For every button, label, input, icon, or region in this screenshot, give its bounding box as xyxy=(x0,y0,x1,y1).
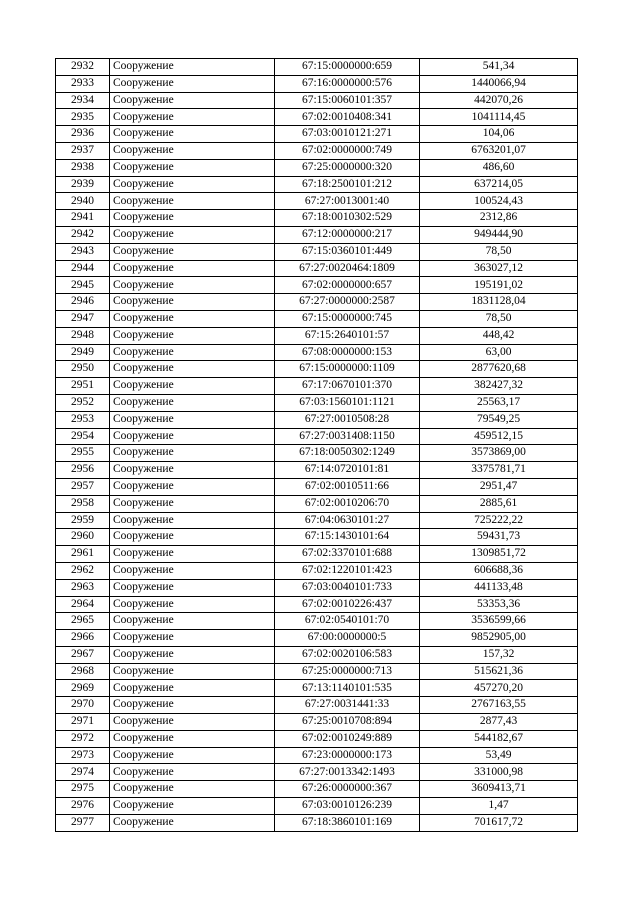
cadastral-number-cell: 67:25:0000000:320 xyxy=(275,159,420,176)
row-number-cell: 2977 xyxy=(56,814,110,831)
cadastral-number-cell: 67:27:0031441:33 xyxy=(275,697,420,714)
value-cell: 637214,05 xyxy=(420,176,578,193)
object-type-cell: Сооружение xyxy=(110,176,275,193)
object-type-cell: Сооружение xyxy=(110,546,275,563)
table-row xyxy=(56,159,578,176)
value-cell: 486,60 xyxy=(420,159,578,176)
row-number-cell: 2943 xyxy=(56,243,110,260)
value-cell: 2312,86 xyxy=(420,210,578,227)
object-type-cell: Сооружение xyxy=(110,92,275,109)
table-row xyxy=(56,176,578,193)
object-type-cell: Сооружение xyxy=(110,663,275,680)
row-number-cell: 2976 xyxy=(56,798,110,815)
cadastral-number-cell: 67:15:0060101:357 xyxy=(275,92,420,109)
object-type-cell: Сооружение xyxy=(110,798,275,815)
row-number-cell: 2959 xyxy=(56,512,110,529)
object-type-cell: Сооружение xyxy=(110,445,275,462)
cadastral-number-cell: 67:13:1140101:535 xyxy=(275,680,420,697)
row-number-cell: 2950 xyxy=(56,361,110,378)
row-number-cell: 2966 xyxy=(56,630,110,647)
value-cell: 2877620,68 xyxy=(420,361,578,378)
cadastral-number-cell: 67:02:0020106:583 xyxy=(275,646,420,663)
row-number-cell: 2936 xyxy=(56,126,110,143)
object-type-cell: Сооружение xyxy=(110,781,275,798)
row-number-cell: 2960 xyxy=(56,529,110,546)
table-row xyxy=(56,411,578,428)
value-cell: 1,47 xyxy=(420,798,578,815)
table-row xyxy=(56,680,578,697)
object-type-cell: Сооружение xyxy=(110,613,275,630)
cadastral-number-cell: 67:03:0010121:271 xyxy=(275,126,420,143)
value-cell: 104,06 xyxy=(420,126,578,143)
object-type-cell: Сооружение xyxy=(110,596,275,613)
table-row xyxy=(56,747,578,764)
table-row xyxy=(56,529,578,546)
row-number-cell: 2973 xyxy=(56,747,110,764)
value-cell: 2885,61 xyxy=(420,495,578,512)
row-number-cell: 2962 xyxy=(56,562,110,579)
table-row xyxy=(56,59,578,76)
value-cell: 53353,36 xyxy=(420,596,578,613)
object-type-cell: Сооружение xyxy=(110,495,275,512)
object-type-cell: Сооружение xyxy=(110,277,275,294)
row-number-cell: 2970 xyxy=(56,697,110,714)
value-cell: 606688,36 xyxy=(420,562,578,579)
table-row xyxy=(56,109,578,126)
cadastral-number-cell: 67:26:0000000:367 xyxy=(275,781,420,798)
table-row xyxy=(56,226,578,243)
value-cell: 3536599,66 xyxy=(420,613,578,630)
row-number-cell: 2934 xyxy=(56,92,110,109)
table-row xyxy=(56,613,578,630)
object-type-cell: Сооружение xyxy=(110,310,275,327)
row-number-cell: 2940 xyxy=(56,193,110,210)
value-cell: 79549,25 xyxy=(420,411,578,428)
table-row xyxy=(56,730,578,747)
object-type-cell: Сооружение xyxy=(110,512,275,529)
row-number-cell: 2975 xyxy=(56,781,110,798)
row-number-cell: 2951 xyxy=(56,378,110,395)
table-row xyxy=(56,512,578,529)
table-row xyxy=(56,462,578,479)
row-number-cell: 2974 xyxy=(56,764,110,781)
table-row xyxy=(56,310,578,327)
object-type-cell: Сооружение xyxy=(110,478,275,495)
object-type-cell: Сооружение xyxy=(110,378,275,395)
table-row xyxy=(56,663,578,680)
cadastral-number-cell: 67:27:0031408:1150 xyxy=(275,428,420,445)
cadastral-number-cell: 67:02:0000000:749 xyxy=(275,142,420,159)
object-type-cell: Сооружение xyxy=(110,142,275,159)
value-cell: 100524,43 xyxy=(420,193,578,210)
cadastral-number-cell: 67:02:0010206:70 xyxy=(275,495,420,512)
table-row xyxy=(56,75,578,92)
table-row xyxy=(56,764,578,781)
table-row xyxy=(56,697,578,714)
cadastral-number-cell: 67:18:0050302:1249 xyxy=(275,445,420,462)
row-number-cell: 2965 xyxy=(56,613,110,630)
table-row xyxy=(56,630,578,647)
table-row xyxy=(56,260,578,277)
table-row xyxy=(56,243,578,260)
cadastral-number-cell: 67:03:0040101:733 xyxy=(275,579,420,596)
object-type-cell: Сооружение xyxy=(110,361,275,378)
value-cell: 3375781,71 xyxy=(420,462,578,479)
value-cell: 725222,22 xyxy=(420,512,578,529)
object-type-cell: Сооружение xyxy=(110,714,275,731)
cadastral-number-cell: 67:27:0013001:40 xyxy=(275,193,420,210)
object-type-cell: Сооружение xyxy=(110,59,275,76)
object-type-cell: Сооружение xyxy=(110,126,275,143)
value-cell: 1440066,94 xyxy=(420,75,578,92)
value-cell: 157,32 xyxy=(420,646,578,663)
value-cell: 3573869,00 xyxy=(420,445,578,462)
object-type-cell: Сооружение xyxy=(110,562,275,579)
value-cell: 78,50 xyxy=(420,310,578,327)
object-type-cell: Сооружение xyxy=(110,243,275,260)
value-cell: 441133,48 xyxy=(420,579,578,596)
row-number-cell: 2949 xyxy=(56,344,110,361)
row-number-cell: 2944 xyxy=(56,260,110,277)
table-row xyxy=(56,445,578,462)
cadastral-number-cell: 67:27:0010508:28 xyxy=(275,411,420,428)
row-number-cell: 2957 xyxy=(56,478,110,495)
object-type-cell: Сооружение xyxy=(110,680,275,697)
cadastral-number-cell: 67:18:0010302:529 xyxy=(275,210,420,227)
row-number-cell: 2964 xyxy=(56,596,110,613)
row-number-cell: 2971 xyxy=(56,714,110,731)
table-row xyxy=(56,378,578,395)
value-cell: 2877,43 xyxy=(420,714,578,731)
cadastral-number-cell: 67:00:0000000:5 xyxy=(275,630,420,647)
registry-table xyxy=(55,58,578,832)
object-type-cell: Сооружение xyxy=(110,327,275,344)
object-type-cell: Сооружение xyxy=(110,529,275,546)
row-number-cell: 2945 xyxy=(56,277,110,294)
object-type-cell: Сооружение xyxy=(110,814,275,831)
value-cell: 53,49 xyxy=(420,747,578,764)
row-number-cell: 2935 xyxy=(56,109,110,126)
value-cell: 6763201,07 xyxy=(420,142,578,159)
row-number-cell: 2955 xyxy=(56,445,110,462)
cadastral-number-cell: 67:08:0000000:153 xyxy=(275,344,420,361)
cadastral-number-cell: 67:12:0000000:217 xyxy=(275,226,420,243)
row-number-cell: 2939 xyxy=(56,176,110,193)
cadastral-number-cell: 67:17:0670101:370 xyxy=(275,378,420,395)
value-cell: 3609413,71 xyxy=(420,781,578,798)
table-row xyxy=(56,142,578,159)
object-type-cell: Сооружение xyxy=(110,747,275,764)
cadastral-number-cell: 67:15:0000000:745 xyxy=(275,310,420,327)
cadastral-number-cell: 67:15:0360101:449 xyxy=(275,243,420,260)
object-type-cell: Сооружение xyxy=(110,394,275,411)
row-number-cell: 2968 xyxy=(56,663,110,680)
table-row xyxy=(56,361,578,378)
table-row xyxy=(56,714,578,731)
cadastral-number-cell: 67:27:0013342:1493 xyxy=(275,764,420,781)
value-cell: 2767163,55 xyxy=(420,697,578,714)
table-row xyxy=(56,344,578,361)
table-row xyxy=(56,394,578,411)
object-type-cell: Сооружение xyxy=(110,646,275,663)
row-number-cell: 2941 xyxy=(56,210,110,227)
row-number-cell: 2969 xyxy=(56,680,110,697)
table-row xyxy=(56,646,578,663)
value-cell: 382427,32 xyxy=(420,378,578,395)
table-row xyxy=(56,428,578,445)
table-row xyxy=(56,277,578,294)
row-number-cell: 2952 xyxy=(56,394,110,411)
value-cell: 515621,36 xyxy=(420,663,578,680)
cadastral-number-cell: 67:15:1430101:64 xyxy=(275,529,420,546)
object-type-cell: Сооружение xyxy=(110,730,275,747)
cadastral-number-cell: 67:02:0000000:657 xyxy=(275,277,420,294)
cadastral-number-cell: 67:25:0000000:713 xyxy=(275,663,420,680)
object-type-cell: Сооружение xyxy=(110,210,275,227)
value-cell: 363027,12 xyxy=(420,260,578,277)
cadastral-number-cell: 67:03:1560101:1121 xyxy=(275,394,420,411)
object-type-cell: Сооружение xyxy=(110,294,275,311)
value-cell: 544182,67 xyxy=(420,730,578,747)
value-cell: 63,00 xyxy=(420,344,578,361)
object-type-cell: Сооружение xyxy=(110,193,275,210)
row-number-cell: 2963 xyxy=(56,579,110,596)
table-row xyxy=(56,327,578,344)
row-number-cell: 2954 xyxy=(56,428,110,445)
row-number-cell: 2956 xyxy=(56,462,110,479)
object-type-cell: Сооружение xyxy=(110,226,275,243)
cadastral-number-cell: 67:02:1220101:423 xyxy=(275,562,420,579)
object-type-cell: Сооружение xyxy=(110,697,275,714)
cadastral-number-cell: 67:27:0000000:2587 xyxy=(275,294,420,311)
value-cell: 541,34 xyxy=(420,59,578,76)
cadastral-number-cell: 67:02:0010511:66 xyxy=(275,478,420,495)
row-number-cell: 2953 xyxy=(56,411,110,428)
object-type-cell: Сооружение xyxy=(110,764,275,781)
registry-table-body xyxy=(56,59,578,832)
value-cell: 25563,17 xyxy=(420,394,578,411)
table-row xyxy=(56,596,578,613)
table-row xyxy=(56,210,578,227)
value-cell: 448,42 xyxy=(420,327,578,344)
value-cell: 442070,26 xyxy=(420,92,578,109)
cadastral-number-cell: 67:18:3860101:169 xyxy=(275,814,420,831)
cadastral-number-cell: 67:02:3370101:688 xyxy=(275,546,420,563)
table-row xyxy=(56,294,578,311)
value-cell: 195191,02 xyxy=(420,277,578,294)
row-number-cell: 2946 xyxy=(56,294,110,311)
table-row xyxy=(56,193,578,210)
table-row xyxy=(56,781,578,798)
cadastral-number-cell: 67:03:0010126:239 xyxy=(275,798,420,815)
cadastral-number-cell: 67:02:0010249:889 xyxy=(275,730,420,747)
row-number-cell: 2942 xyxy=(56,226,110,243)
object-type-cell: Сооружение xyxy=(110,75,275,92)
object-type-cell: Сооружение xyxy=(110,109,275,126)
cadastral-number-cell: 67:15:2640101:57 xyxy=(275,327,420,344)
object-type-cell: Сооружение xyxy=(110,260,275,277)
row-number-cell: 2937 xyxy=(56,142,110,159)
row-number-cell: 2958 xyxy=(56,495,110,512)
cadastral-number-cell: 67:23:0000000:173 xyxy=(275,747,420,764)
table-row xyxy=(56,798,578,815)
table-row xyxy=(56,126,578,143)
cadastral-number-cell: 67:14:0720101:81 xyxy=(275,462,420,479)
object-type-cell: Сооружение xyxy=(110,159,275,176)
table-row xyxy=(56,478,578,495)
cadastral-number-cell: 67:04:0630101:27 xyxy=(275,512,420,529)
row-number-cell: 2961 xyxy=(56,546,110,563)
cadastral-number-cell: 67:02:0010226:437 xyxy=(275,596,420,613)
row-number-cell: 2938 xyxy=(56,159,110,176)
object-type-cell: Сооружение xyxy=(110,579,275,596)
value-cell: 459512,15 xyxy=(420,428,578,445)
cadastral-number-cell: 67:02:0540101:70 xyxy=(275,613,420,630)
value-cell: 59431,73 xyxy=(420,529,578,546)
object-type-cell: Сооружение xyxy=(110,462,275,479)
value-cell: 1831128,04 xyxy=(420,294,578,311)
cadastral-number-cell: 67:15:0000000:659 xyxy=(275,59,420,76)
cadastral-number-cell: 67:02:0010408:341 xyxy=(275,109,420,126)
object-type-cell: Сооружение xyxy=(110,428,275,445)
cadastral-number-cell: 67:18:2500101:212 xyxy=(275,176,420,193)
cadastral-number-cell: 67:25:0010708:894 xyxy=(275,714,420,731)
row-number-cell: 2967 xyxy=(56,646,110,663)
table-row xyxy=(56,92,578,109)
object-type-cell: Сооружение xyxy=(110,411,275,428)
cadastral-number-cell: 67:27:0020464:1809 xyxy=(275,260,420,277)
table-row xyxy=(56,814,578,831)
value-cell: 2951,47 xyxy=(420,478,578,495)
table-row xyxy=(56,495,578,512)
row-number-cell: 2948 xyxy=(56,327,110,344)
value-cell: 1309851,72 xyxy=(420,546,578,563)
cadastral-number-cell: 67:15:0000000:1109 xyxy=(275,361,420,378)
object-type-cell: Сооружение xyxy=(110,344,275,361)
value-cell: 9852905,00 xyxy=(420,630,578,647)
value-cell: 949444,90 xyxy=(420,226,578,243)
table-row xyxy=(56,546,578,563)
value-cell: 701617,72 xyxy=(420,814,578,831)
object-type-cell: Сооружение xyxy=(110,630,275,647)
value-cell: 457270,20 xyxy=(420,680,578,697)
value-cell: 78,50 xyxy=(420,243,578,260)
value-cell: 331000,98 xyxy=(420,764,578,781)
row-number-cell: 2932 xyxy=(56,59,110,76)
row-number-cell: 2972 xyxy=(56,730,110,747)
table-row xyxy=(56,579,578,596)
row-number-cell: 2933 xyxy=(56,75,110,92)
value-cell: 1041114,45 xyxy=(420,109,578,126)
cadastral-number-cell: 67:16:0000000:576 xyxy=(275,75,420,92)
row-number-cell: 2947 xyxy=(56,310,110,327)
table-row xyxy=(56,562,578,579)
